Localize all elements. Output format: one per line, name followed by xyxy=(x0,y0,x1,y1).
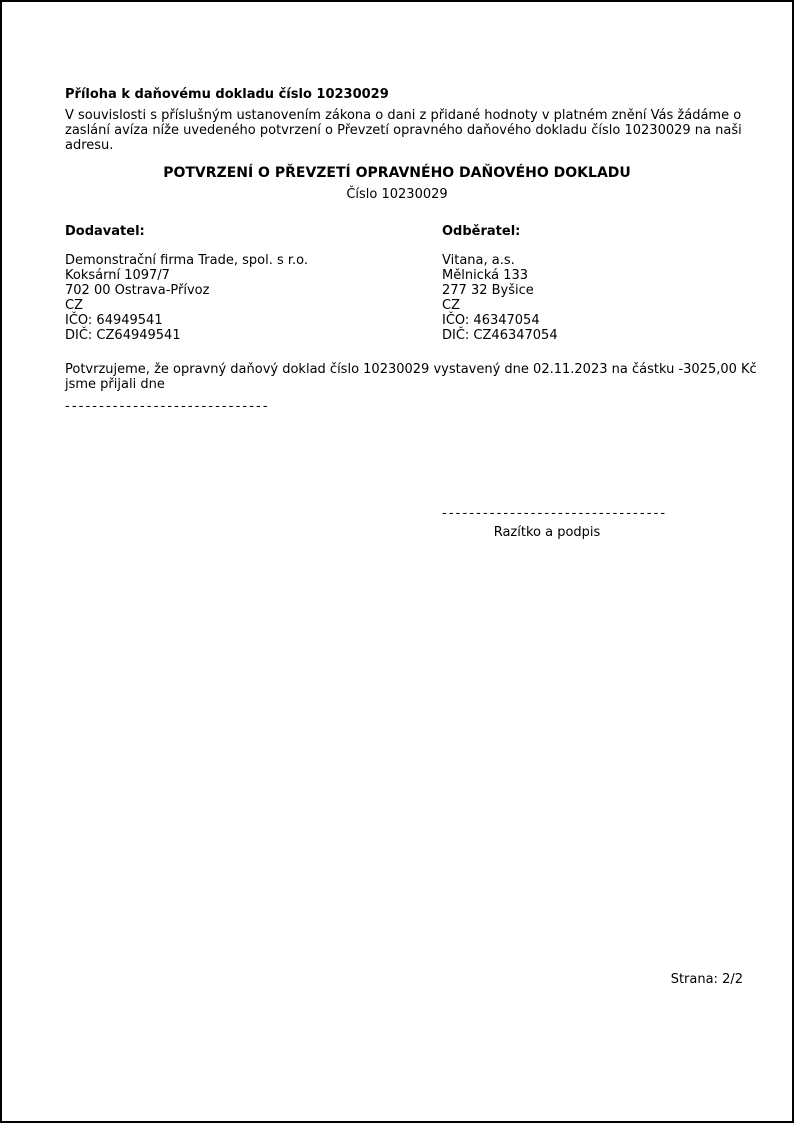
supplier-block xyxy=(65,224,425,343)
document-title: POTVRZENÍ O PŘEVZETÍ OPRAVNÉHO DAŇOVÉHO DOKLADU xyxy=(163,165,631,181)
supplier-street: Koksární 1097/7 xyxy=(65,268,170,283)
supplier-country: CZ xyxy=(65,298,83,313)
signature-label: Razítko a podpis xyxy=(493,525,601,540)
customer-label: Odběratel: xyxy=(442,224,521,239)
customer-ico: IČO: 46347054 xyxy=(442,313,540,328)
supplier-dic: DIČ: CZ64949541 xyxy=(65,328,181,343)
customer-address xyxy=(442,253,762,343)
customer-country: CZ xyxy=(442,298,460,313)
supplier-name: Demonstrační firma Trade, spol. s r.o. xyxy=(65,253,309,268)
signature-block xyxy=(442,506,665,540)
supplier-city: 702 00 Ostrava-Přívoz xyxy=(65,283,210,298)
attachment-heading: Příloha k daňovému dokladu číslo 10230029 xyxy=(65,87,389,102)
supplier-address xyxy=(65,253,425,343)
customer-city: 277 32 Byšice xyxy=(442,283,534,298)
signature-line: - - - - - - - - - - - - - - - - - - - - - - - - - - - - - - - - - xyxy=(442,506,665,521)
supplier-ico: IČO: 64949541 xyxy=(65,313,163,328)
customer-dic: DIČ: CZ46347054 xyxy=(442,328,558,343)
customer-name: Vitana, a.s. xyxy=(442,253,515,268)
document-number: Číslo 10230029 xyxy=(346,187,448,202)
page-number: Strana: 2/2 xyxy=(670,972,743,987)
receipt-date-line: - - - - - - - - - - - - - - - - - - - - - - - - - - - - - - xyxy=(65,399,267,414)
customer-block xyxy=(442,224,762,343)
intro-paragraph: V souvislosti s příslušným ustanovením zákona o dani z přidané hodnoty v platném znění Vás žádáme o zaslání avíza níže uvedeného potvrzení o Převzetí opravného daňového dokladu číslo 10230029 na naši adresu. xyxy=(65,108,742,153)
customer-street: Mělnická 133 xyxy=(442,268,529,283)
supplier-label: Dodavatel: xyxy=(65,224,145,239)
confirmation-paragraph: Potvrzujeme, že opravný daňový doklad číslo 10230029 vystavený dne 02.11.2023 na částku -3025,00 Kč jsme přijali dne xyxy=(65,362,757,392)
